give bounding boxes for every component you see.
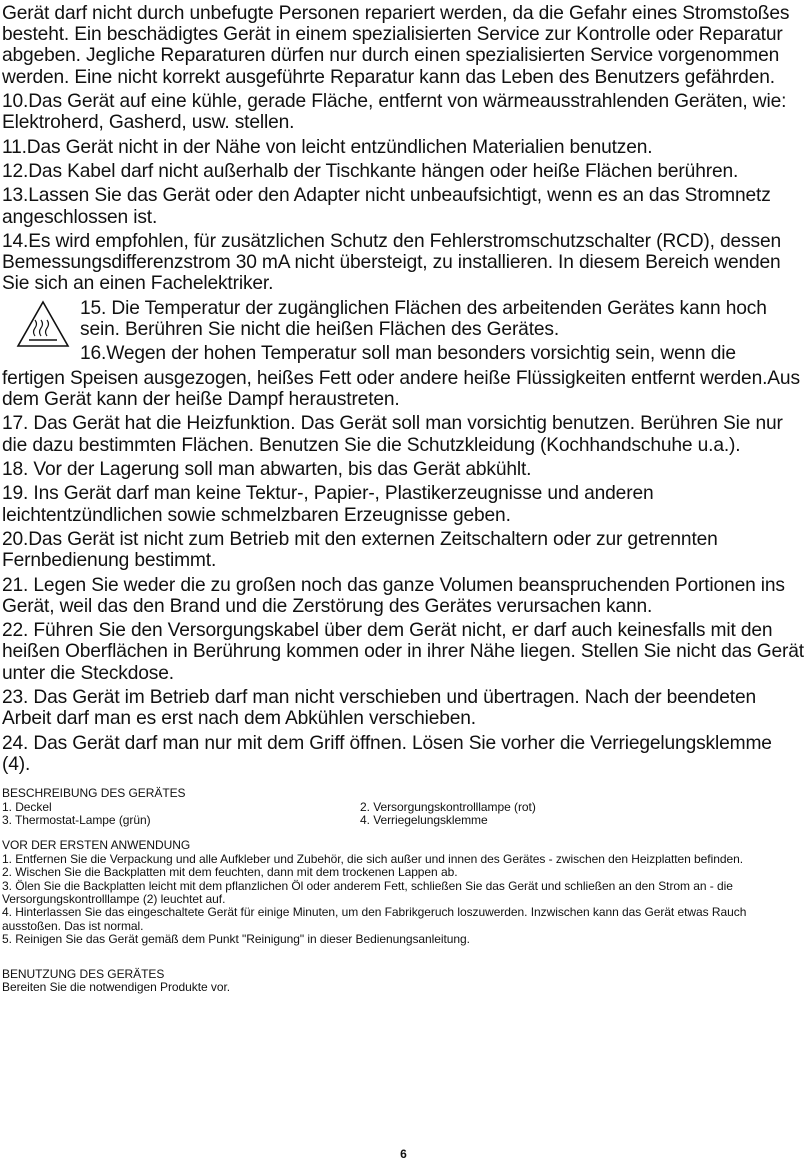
usage-heading: BENUTZUNG DES GERÄTES xyxy=(2,966,165,981)
first-use-section xyxy=(2,839,805,946)
instruction-15: 15. Die Temperatur der zugänglichen Flächen des arbeitenden Gerätes kann hoch sein. Berühren Sie nicht die heißen Flächen des Gerätes. xyxy=(80,297,767,340)
usage-text: Bereiten Sie die notwendigen Produkte vor. xyxy=(2,979,231,994)
first-use-heading: VOR DER ERSTEN ANWENDUNG xyxy=(2,838,191,853)
intro-paragraph: Gerät darf nicht durch unbefugte Personen repariert werden, da die Gefahr eines Stromstoßes besteht. Ein beschädigtes Gerät in einem spezialisierten Service zur Kontrolle oder Reparatur abgeben. Jegliche Reparaturen dürfen nur durch einen spezialisierten Service vorgenommen werden. Eine nicht korrekt ausgeführte Reparatur kann das Leben des Benutzers gefährden. xyxy=(2,3,790,88)
usage-section xyxy=(2,968,805,995)
first-use-step-2: 2. Wischen Sie die Backplatten mit dem feuchten, dann mit dem trockenen Lappen ab. xyxy=(2,865,458,880)
device-description-section xyxy=(2,787,805,827)
instruction-24: 24. Das Gerät darf man nur mit dem Griff öffnen. Lösen Sie vorher die Verriegelungsklemme (4). xyxy=(2,732,772,775)
instruction-19: 19. Ins Gerät darf man keine Tektur-, Papier-, Plastikerzeugnisse und anderen leichtentzündlichen sowie schmelzbaren Erzeugnisse geben. xyxy=(2,483,654,526)
instruction-22: 22. Führen Sie den Versorgungskabel über dem Gerät nicht, er darf auch keinesfalls mit den heißen Oberflächen in Berührung kommen oder in ihrer Nähe liegen. Stellen Sie nicht das Gerät unter die Steckdose. xyxy=(2,620,804,684)
hot-surface-warning-icon xyxy=(16,300,70,348)
first-use-step-3: 3. Ölen Sie die Backplatten leicht mit dem pflanzlichen Öl oder anderem Fett, schließen Sie das Gerät und schließen an den Strom an - die Versorgungskontrolllampe (2) leuchtet auf. xyxy=(2,878,733,906)
page-number: 6 xyxy=(400,1147,407,1161)
instruction-14: 14.Es wird empfohlen, für zusätzlichen Schutz den Fehlerstromschutzschalter (RCD), dessen Bemessungsdifferenzstrom 30 mA nicht übersteigt, zu installieren. In diesem Bereich wenden Sie sich an einen Fachelektriker. xyxy=(2,230,782,295)
instruction-13: 13.Lassen Sie das Gerät oder den Adapter nicht unbeaufsichtigt, wenn es an das Stromnetz angeschlossen ist. xyxy=(2,185,771,228)
instruction-23: 23. Das Gerät im Betrieb darf man nicht verschieben und übertragen. Nach der beendeten Arbeit darf man es erst nach dem Abkühlen verschieben. xyxy=(2,686,756,730)
instruction-10: 10.Das Gerät auf eine kühle, gerade Fläche, entfernt von wärmeausstrahlenden Geräten, wie: Elektroherd, Gasherd, usw. stellen. xyxy=(2,91,787,134)
instruction-16-first-line: 16.Wegen der hohen Temperatur soll man besonders vorsichtig sein, wenn die xyxy=(80,343,736,365)
instruction-11: 11.Das Gerät nicht in der Nähe von leicht entzündlichen Materialien benutzen. xyxy=(2,136,653,158)
instruction-21: 21. Legen Sie weder die zu großen noch das ganze Volumen beanspruchenden Portionen ins Gerät, weil das den Brand und die Zerstörung des Gerätes verursachen kann. xyxy=(2,574,785,617)
first-use-step-5: 5. Reinigen Sie das Gerät gemäß dem Punkt "Reinigung" in dieser Bedienungsanleitung. xyxy=(2,932,470,947)
safety-instructions xyxy=(2,3,805,775)
manual-page xyxy=(2,3,805,994)
instruction-18: 18. Vor der Lagerung soll man abwarten, bis das Gerät abkühlt. xyxy=(2,458,532,480)
instruction-12: 12.Das Kabel darf nicht außerhalb der Tischkante hängen oder heiße Flächen berühren. xyxy=(2,160,739,182)
part-4: 4. Verriegelungsklemme xyxy=(360,812,488,827)
instruction-20: 20.Das Gerät ist nicht zum Betrieb mit den externen Zeitschaltern oder zur getrennten Fernbedienung bestimmt. xyxy=(2,528,718,572)
first-use-step-4: 4. Hinterlassen Sie das eingeschaltete Gerät für einige Minuten, um den Fabrikgeruch loszuwerden. Inzwischen kann das Gerät etwas Rauch ausstoßen. Das ist normal. xyxy=(2,905,747,933)
description-heading: BESCHREIBUNG DES GERÄTES xyxy=(2,786,186,801)
description-row-2 xyxy=(2,814,805,827)
description-row-1 xyxy=(2,801,805,814)
instruction-16-continued: fertigen Speisen ausgezogen, heißes Fett oder andere heiße Flüssigkeiten entfernt werden.Aus dem Gerät kann der heiße Dampf heraustreten. xyxy=(2,367,800,410)
hot-surface-warning-block xyxy=(2,298,805,410)
part-3: 3. Thermostat-Lampe (grün) xyxy=(2,812,151,827)
part-1: 1. Deckel xyxy=(2,799,52,814)
first-use-step-1: 1. Entfernen Sie die Verpackung und alle Aufkleber und Zubehör, die sich außer und innen des Gerätes - zwischen den Heizplatten befinden. xyxy=(2,851,743,866)
part-2: 2. Versorgungskontrolllampe (rot) xyxy=(360,799,536,814)
instruction-17: 17. Das Gerät hat die Heizfunktion. Das Gerät soll man vorsichtig benutzen. Berühren Sie nur die dazu bestimmten Flächen. Benutzen Sie die Schutzkleidung (Kochhandschuhe u.a.). xyxy=(2,413,783,456)
